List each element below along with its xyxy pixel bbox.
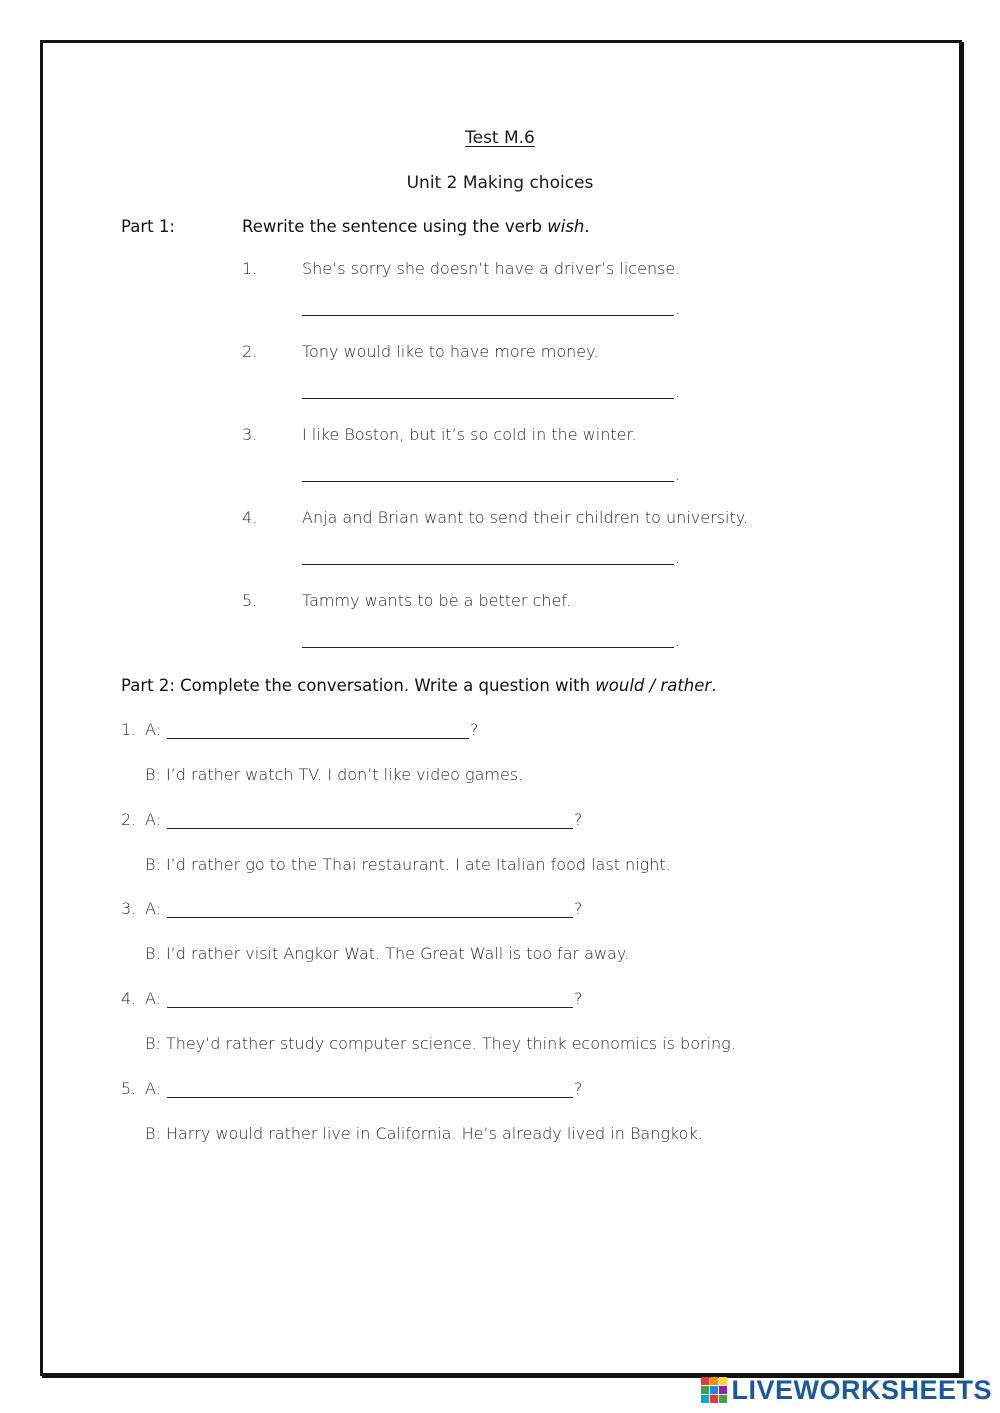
part1-instruction-suffix: . <box>584 217 590 236</box>
logo-square <box>701 1386 709 1394</box>
part2-item-number: 3. <box>121 899 137 918</box>
part2-question-mark: ? <box>574 899 583 918</box>
part2-instruction-italic: would / rather <box>595 676 712 695</box>
part1-answer-line[interactable] <box>302 315 674 316</box>
logo-square <box>719 1386 727 1394</box>
part2-speaker-b-answer: B: Harry would rather live in California. He’s already lived in Bangkok. <box>145 1124 703 1143</box>
part1-answer-line[interactable] <box>302 398 674 399</box>
part2-speaker-a-label: A: <box>145 1079 162 1098</box>
part1-answer-line[interactable] <box>302 647 674 648</box>
part1-item-number: 3. <box>242 425 258 444</box>
logo-square <box>719 1377 727 1385</box>
logo-text: LIVEWORKSHEETS <box>731 1374 992 1405</box>
part1-item-sentence: She’s sorry she doesn’t have a driver’s license. <box>302 259 681 278</box>
part2-speaker-b-answer: B: They’d rather study computer science. They think economics is boring. <box>145 1034 736 1053</box>
part1-answer-line[interactable] <box>302 564 674 565</box>
part1-item-number: 5. <box>242 591 258 610</box>
part1-answer-period: . <box>675 631 681 650</box>
part2-speaker-a-label: A: <box>145 899 162 918</box>
part2-question-line[interactable] <box>167 828 573 829</box>
liveworksheets-logo <box>701 1375 992 1405</box>
part2-speaker-a-label: A: <box>145 810 162 829</box>
part1-answer-period: . <box>675 299 681 318</box>
part2-item-number: 2. <box>121 810 137 829</box>
part2-speaker-b-answer: B: I’d rather go to the Thai restaurant. I ate Italian food last night. <box>145 855 671 874</box>
part1-answer-line[interactable] <box>302 481 674 482</box>
logo-square <box>719 1395 727 1403</box>
part1-item-sentence: I like Boston, but it’s so cold in the winter. <box>302 425 637 444</box>
part2-question-mark: ? <box>574 810 583 829</box>
part1-instruction-italic: wish <box>547 217 585 236</box>
logo-square <box>710 1386 718 1394</box>
part1-answer-period: . <box>675 465 681 484</box>
logo-square <box>701 1395 709 1403</box>
part2-question-mark: ? <box>574 989 583 1008</box>
logo-square <box>701 1377 709 1385</box>
part1-label: Part 1: <box>121 217 175 236</box>
part1-item-sentence: Tammy wants to be a better chef. <box>302 591 571 610</box>
part1-item-number: 2. <box>242 342 258 361</box>
part2-speaker-a-label: A: <box>145 720 162 739</box>
part1-item-number: 4. <box>242 508 258 527</box>
part1-item-number: 1. <box>242 259 258 278</box>
logo-square <box>710 1377 718 1385</box>
page-title: Test M.6 <box>465 128 535 148</box>
part1-answer-period: . <box>675 548 681 567</box>
part2-item-number: 4. <box>121 989 137 1008</box>
part2-item-number: 5. <box>121 1079 137 1098</box>
part2-instruction-suffix: . <box>711 676 717 695</box>
part2-instruction <box>121 676 716 695</box>
part2-question-mark: ? <box>574 1079 583 1098</box>
part1-item-sentence: Anja and Brian want to send their children to university. <box>302 508 748 527</box>
part1-instruction-prefix: Rewrite the sentence using the verb <box>242 217 548 236</box>
part2-item-number: 1. <box>121 720 137 739</box>
page-border <box>40 40 962 1376</box>
part2-question-line[interactable] <box>167 917 573 918</box>
part1-item-sentence: Tony would like to have more money. <box>302 342 599 361</box>
part2-speaker-a-label: A: <box>145 989 162 1008</box>
part2-question-mark: ? <box>470 720 479 739</box>
page-subtitle: Unit 2 Making choices <box>406 173 594 193</box>
part1-answer-period: . <box>675 382 681 401</box>
logo-mark-icon <box>701 1377 727 1403</box>
part2-instruction-prefix: Part 2: Complete the conversation. Write a question with <box>121 676 596 695</box>
part2-question-line[interactable] <box>167 738 469 739</box>
part2-question-line[interactable] <box>167 1097 573 1098</box>
part2-speaker-b-answer: B: I’d rather watch TV. I don’t like video games. <box>145 765 524 784</box>
part1-instruction <box>242 217 590 236</box>
part2-question-line[interactable] <box>167 1007 573 1008</box>
part2-speaker-b-answer: B: I’d rather visit Angkor Wat. The Great Wall is too far away. <box>145 944 630 963</box>
logo-square <box>710 1395 718 1403</box>
